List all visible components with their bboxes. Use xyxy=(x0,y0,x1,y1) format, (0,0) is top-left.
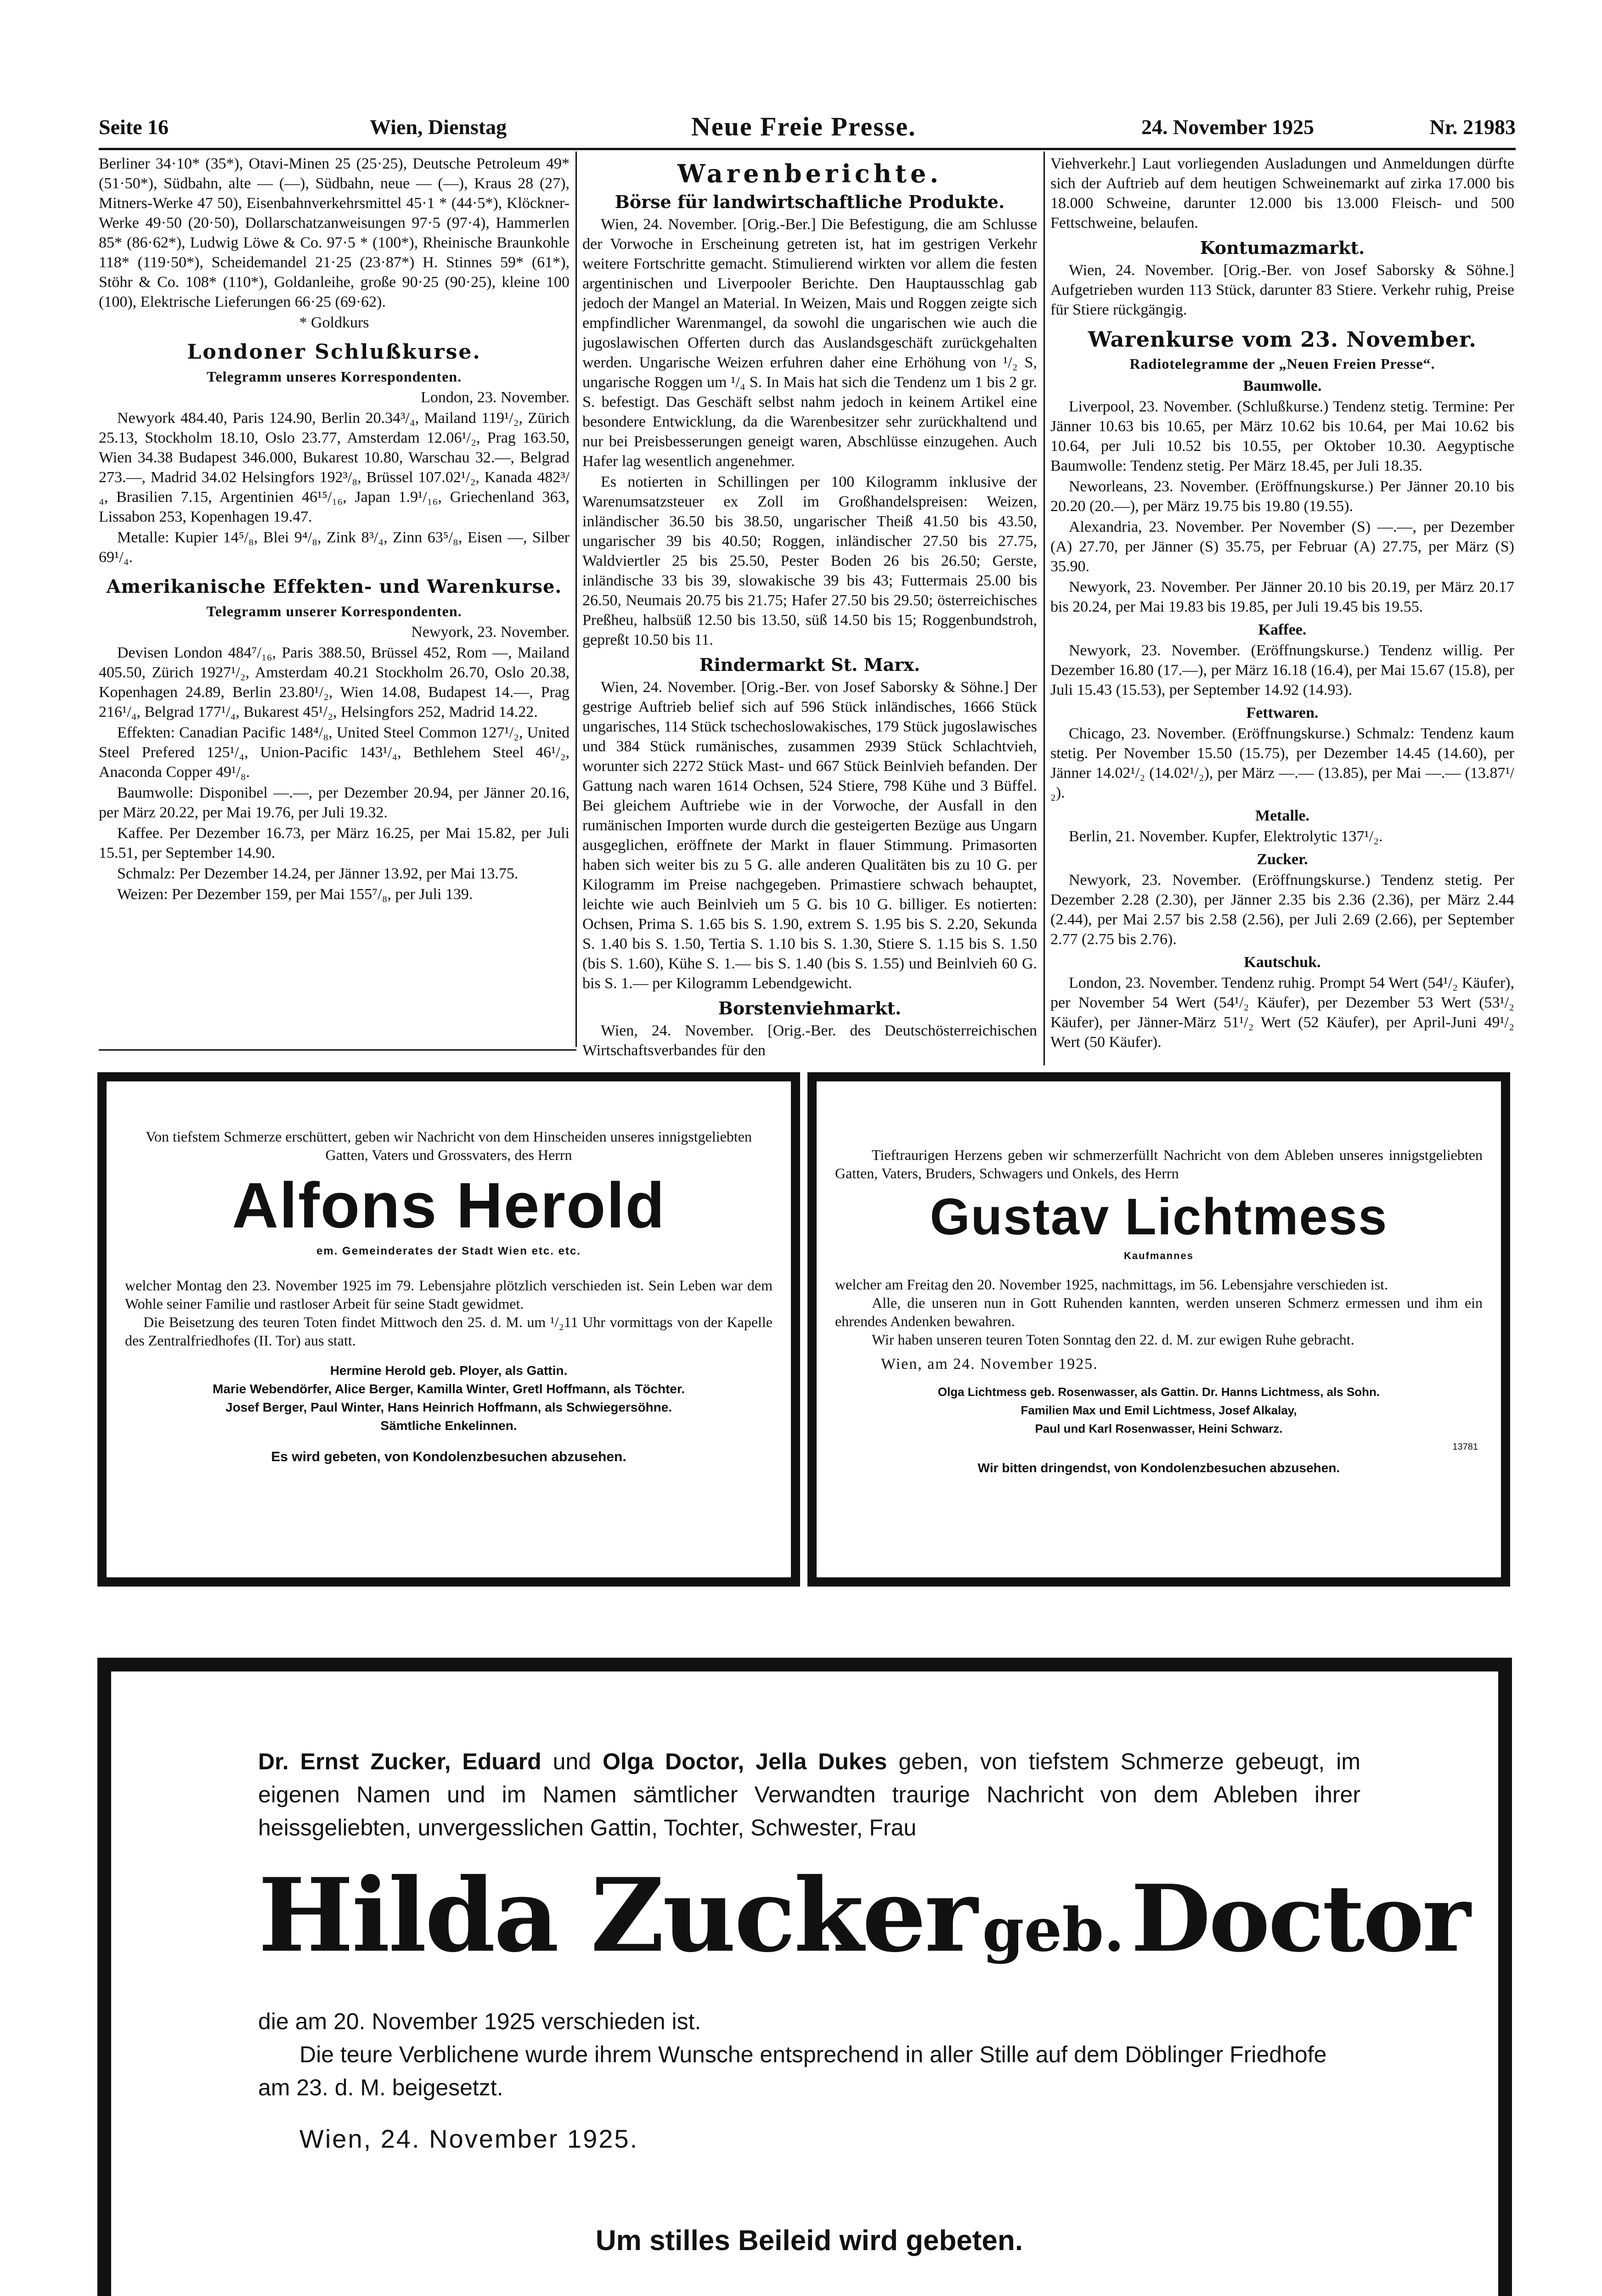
column-finance xyxy=(99,154,570,1047)
obituary-herold-sig4: Sämtliche Enkelinnen. xyxy=(380,1418,517,1433)
obituary-lichtmess-sig2: Familien Max und Emil Lichtmess, Josef Alkalay, xyxy=(1021,1403,1297,1417)
london-subheading: Telegramm unseres Korrespondenten. xyxy=(206,368,462,385)
rindermarkt-report: Wien, 24. November. [Orig.-Ber. von Josef Saborsky & Söhne.] Der gestrige Auftrieb belief sich auf 596 Stück inländisches, 1666 Stück ungarisches, 114 Stück tschechoslowakisches, 179 Stück jugoslawisches und 384 Stück rumänisches, zusammen 2939 Stück Schlachtvieh, worunter sich 2272 Stück Mast- und 667 Stück Beinlvieh befanden. Der Gattung nach waren 1614 Ochsen, 524 Stiere, 798 Kühe und 3 Büffel. Bei gleichem Auftriebe wie in der Vorwoche, der Ausfall in den rumänischen Importen wurde durch die gesteigerten Bezüge aus Ungarn ausgeglichen, eröffnete der Markt in flauer Stimmung. Primasorten haben sich weiter bis zu 5 G. alle anderen Qualitäten bis zu 10 G. per Kilogramm im Preise nachgegeben. Primastiere schwach behauptet, leichte wie auch Beinlvieh um 5 G. bis 10 G. billiger. Es notierten: Ochsen, Prima S. 1.65 bis S. 1.90, extrem S. 1.95 bis S. 2.20, Sekunda S. 1.40 bis S. 1.50, Tertia S. 1.10 bis S. 1.30, Stiere S. 1.15 bis S. 1.50 (bis S. 1.60), Kühe S. 1.— bis S. 1.40 (bis S. 1.55) und Beinlvieh 60 G. bis S. 1.— per Kilogramm Lebendgewicht. xyxy=(582,679,1037,992)
obituary-lichtmess-title: Kaufmannes xyxy=(1123,1250,1194,1261)
obituary-zucker-geb: geb. xyxy=(982,1895,1125,1965)
obituary-lichtmess-name: Gustav Lichtmess xyxy=(930,1188,1388,1245)
neworleans-quotes: Neworleans, 23. November. (Eröffnungskurse.) Per Jänner 20.10 bis 20.20 (20.—), per März 19.75 bis 19.80 (19.55). xyxy=(1050,478,1514,515)
obituary-zucker-intro-rest: geben, von tiefstem Schmerze gebeugt, im eigenen Namen und im Namen sämtlicher Verwandten traurige Nachricht von dem Ableben ihrer heissgeliebten, unvergesslichen Gattin, Tochter, Schwester, Frau xyxy=(258,1749,1360,1840)
page-header xyxy=(99,112,1516,147)
obituary-zucker-und: und xyxy=(553,1749,591,1774)
newyork-dateline: Newyork, 23. November. xyxy=(411,624,570,641)
alexandria-quotes: Alexandria, 23. November. Per November (S) —.—, per Dezember (A) 27.70, per Jänner (S) 35.75, per Februar (A) 27.75, per März (S) 35.90. xyxy=(1050,518,1514,575)
obituary-herold-name: Alfons Herold xyxy=(232,1169,666,1241)
obituary-lichtmess-sig3: Paul und Karl Rosenwasser, Heini Schwarz. xyxy=(1035,1422,1283,1435)
viehverkehr-report: Viehverkehr.] Laut vorliegenden Ausladungen und Anmeldungen dürfte sich der Auftrieb auf dem heutigen Schweinemarkt auf zirka 17.000 bis 18.000 Schweine, darunter 12.000 bis 13.000 Fleisch- und 500 Fettschweine, belaufen. xyxy=(1050,155,1514,231)
page-number: Seite 16 xyxy=(99,115,169,139)
london-dateline: London, 23. November. xyxy=(421,389,570,406)
obituary-lichtmess-note: Wir bitten dringendst, von Kondolenzbesuchen abzusehen. xyxy=(977,1461,1340,1475)
obituary-herold-text2: Die Beisetzung des teuren Toten findet Mittwoch den 25. d. M. um ¹/₂11 Uhr vormittags von der Kapelle des Zentralfriedhofes (II. Tor) aus statt. xyxy=(125,1314,773,1349)
warenberichte-heading: Warenberichte. xyxy=(677,159,942,188)
newyork-kaffee: Kaffee. Per Dezember 16.73, per März 16.25, per Mai 15.82, per Juli 15.51, per September 14.90. xyxy=(99,825,570,861)
obituary-herold-sig1: Hermine Herold geb. Ployer, als Gattin. xyxy=(330,1363,568,1378)
obituary-herold-title: em. Gemeinderates der Stadt Wien etc. etc. xyxy=(316,1245,581,1257)
header-rule xyxy=(99,148,1516,150)
column-divider-1 xyxy=(575,152,577,1047)
london-heading: Londoner Schlußkurse. xyxy=(187,340,481,364)
obituary-herold-intro: Von tiefstem Schmerze erschüttert, geben wir Nachricht von dem Hinscheiden unseres innigstgeliebten Gatten, Vaters und Grossvaters, des Herrn xyxy=(146,1128,752,1163)
obituary-zucker-text2: Die teure Verblichene wurde ihrem Wunsche entsprechend in aller Stille auf dem Döblinger Friedhofe am 23. d. M. beigesetzt. xyxy=(258,2042,1327,2100)
newyork-baumwolle: Baumwolle: Disponibel —.—, per Dezember 20.94, per Jänner 20.16, per März 20.22, per Mai 19.76, per Juli 19.32. xyxy=(99,784,570,821)
obituary-lichtmess-sig1: Olga Lichtmess geb. Rosenwasser, als Gattin. Dr. Hanns Lichtmess, als Sohn. xyxy=(937,1385,1380,1399)
baumwolle-heading: Baumwolle. xyxy=(1243,377,1322,394)
obituary-zucker-names-1: Dr. Ernst Zucker, Eduard xyxy=(258,1749,542,1774)
warenkurse-heading: Warenkurse vom 23. November. xyxy=(1088,327,1477,352)
masthead-title: Neue Freie Presse. xyxy=(691,112,916,141)
london-quotes: Newyork 484.40, Paris 124.90, Berlin 20.34³/₄, Mailand 119¹/₂, Zürich 25.13, Stockholm 18.10, Oslo 23.77, Amsterdam 12.06¹/₂, Prag 163.50, Wien 34.38 Budapest 346.000, Bukarest 10.80, Warschau 32.—, Belgrad 273.—, Madrid 34.02 Helsingfors 192³/₈, Brüssel 107.02¹/₂, Kanada 482³/₄, Brasilien 7.15, Argentinien 46¹⁵/₁₆, Japan 1.9¹/₁₆, Griechenland 363, Lissabon 253, Kopenhagen 19.47. xyxy=(99,410,570,525)
london-metals: Metalle: Kupier 14⁵/₈, Blei 9⁴/₈, Zink 8³/₄, Zinn 63⁵/₈, Eisen —, Silber 69¹/₄. xyxy=(99,529,570,566)
fettwaren-heading: Fettwaren. xyxy=(1246,704,1319,721)
newyork-effekten: Effekten: Canadian Pacific 148⁴/₈, United Steel Common 127¹/₂, United Steel Prefered 125¹/₄, Union-Pacific 143¹/₄, Bethlehem Steel 46¹/₂, Anaconda Copper 49¹/₈. xyxy=(99,724,570,781)
obituary-zucker xyxy=(97,1658,1512,2296)
column-divider-2 xyxy=(1044,152,1045,1065)
newyork-devisen: Devisen London 484⁷/₁₆, Paris 388.50, Brüssel 452, Rom —, Mailand 405.50, Zürich 1927¹/₂, Amsterdam 40.21 Stockholm 26.70, Oslo 20.38, Kopenhagen 24.89, Berlin 23.80¹/₂, Wien 14.08, Budapest 14.—, Prag 216¹/₄, Belgrad 177¹/₄, Bukarest 45¹/₂, Helsingfors 252, Madrid 14.22. xyxy=(99,644,570,720)
kautschuk-heading: Kautschuk. xyxy=(1244,954,1321,971)
column-warenkurse xyxy=(1050,154,1514,1065)
obituary-lichtmess xyxy=(807,1072,1510,1587)
kaffee-quotes: Newyork, 23. November. (Eröffnungskurse.) Tendenz willig. Per Dezember 16.80 (17.—), per März 16.18 (16.4), per Mai 15.67 (15.8), per Juli 15.43 (15.53), per September 14.92 (14.93). xyxy=(1050,642,1514,698)
american-subheading: Telegramm unserer Korrespondenten. xyxy=(206,603,462,619)
obituary-lichtmess-text3: Wir haben unseren teuren Toten Sonntag den 22. d. M. zur ewigen Ruhe gebracht. xyxy=(872,1331,1354,1348)
header-place-day: Wien, Dienstag xyxy=(370,115,507,139)
obituary-zucker-name: Hilda Zucker xyxy=(258,1856,976,1975)
obituary-lichtmess-code: 13781 xyxy=(1452,1442,1478,1452)
obituary-zucker-names-2: Olga Doctor, Jella Dukes xyxy=(602,1749,887,1774)
obituary-herold xyxy=(97,1072,800,1587)
obituary-lichtmess-intro: Tieftraurigen Herzens geben wir schmerzerfüllt Nachricht von dem Ableben unseres innigstgeliebten Gatten, Vaters, Bruders, Schwagers und Onkels, des Herrn xyxy=(835,1147,1483,1182)
obituary-herold-sig2: Marie Webendörfer, Alice Berger, Kamilla Winter, Gretl Hoffmann, als Töchter. xyxy=(212,1382,685,1396)
produktenboerse-report: Wien, 24. November. [Orig.-Ber.] Die Befestigung, die am Schlusse der Vorwoche in Erscheinung getreten ist, hat im gestrigen Verkehr weitere Fortschritte gemacht. Stimulierend wirkten vor allem die festen argentinischen und Liverpooler Berichte. Den Hauptausschlag gab jedoch der Mangel an Material. In Weizen, Mais und Roggen zeigte sich empfindlicher Warenmangel, da sowohl die ungarischen wie auch die jugoslawischen Offerten durch das Auslandsgeschäft zurückgehalten werden. Ungarische Weizen erfuhren daher eine Erhöhung von ¹/₂ S, ungarische Roggen um ¹/₄ S. In Mais hat sich die Tendenz um 1 bis 2 gr. S. befestigt. Das Geschäft selbst nahm jedoch in keinem Artikel eine besondere Entwicklung, da die Warenbesitzer sehr zurückhaltend und nur bei Preisbesserungen geneigt waren, Abschlüsse einzugehen. Auch Hafer lag wesentlich angenehmer. xyxy=(582,216,1037,470)
obituary-zucker-intro xyxy=(258,1745,1360,1844)
obituary-herold-body xyxy=(125,1127,773,1466)
column-end-rule xyxy=(99,1049,576,1051)
fettwaren-quotes: Chicago, 23. November. (Eröffnungskurse.) Schmalz: Tendenz kaum stetig. Per November 15.50 (15.75), per Dezember 14.45 (14.60), per Jänner 14.02¹/₂ (14.02¹/₂), per März —.— (13.85), per Mai —.— (13.87¹/₂). xyxy=(1050,725,1514,801)
newyork-schmalz: Schmalz: Per Dezember 14.24, per Jänner 13.92, per Mai 13.75. xyxy=(117,865,519,882)
borstenviehmarkt-heading: Borstenviehmarkt. xyxy=(718,998,902,1019)
kontumazmarkt-heading: Kontumazmarkt. xyxy=(1200,237,1365,258)
obituary-zucker-body xyxy=(258,1745,1469,2257)
obituary-lichtmess-text2: Alle, die unseren nun in Gott Ruhenden kannten, werden unseren Schmerz ermessen und ihm ein ehrendes Andenken bewahren. xyxy=(835,1294,1483,1329)
obituary-zucker-maiden-name: Doctor xyxy=(1131,1865,1469,1973)
metalle-heading: Metalle. xyxy=(1255,807,1309,824)
kontumazmarkt-report: Wien, 24. November. [Orig.-Ber. von Josef Saborsky & Söhne.] Aufgetrieben wurden 113 Stück, darunter 83 Stiere. Verkehr ruhig, Preise für Stiere rückgängig. xyxy=(1050,262,1514,318)
obituary-herold-text1: welcher Montag den 23. November 1925 im 79. Lebensjahre plötzlich verschieden ist. Sein Leben war dem Wohle seiner Familie und rastloser Arbeit für seine Stadt gewidmet. xyxy=(125,1277,773,1312)
zucker-quotes: Newyork, 23. November. (Eröffnungskurse.) Tendenz stetig. Per Dezember 2.28 (2.30), per Jänner 2.35 bis 2.36 (2.36), per März 2.44 (2.44), per Mai 2.57 bis 2.58 (2.56), per Juli 2.69 (2.66), per September 2.77 (2.75 bis 2.76). xyxy=(1050,872,1514,948)
metalle-quotes: Berlin, 21. November. Kupfer, Elektrolytic 137¹/₂. xyxy=(1069,828,1383,845)
obituary-lichtmess-body xyxy=(835,1146,1483,1477)
obituary-zucker-name-line xyxy=(258,1856,1469,2000)
obituary-herold-sig3: Josef Berger, Paul Winter, Hans Heinrich Hoffmann, als Schwiegersöhne. xyxy=(225,1400,672,1414)
header-date: 24. November 1925 xyxy=(1141,115,1314,139)
warenkurse-subheading: Radiotelegramme der „Neuen Freien Presse“. xyxy=(1129,355,1435,372)
kautschuk-quotes: London, 23. November. Tendenz ruhig. Prompt 54 Wert (54¹/₂ Käufer), per November 54 Wert (54¹/₂ Käufer), per Dezember 53 Wert (53¹/₂ Käufer), per Jänner-März 51¹/₂ Wert (52 Käufer), per April-Juni 49¹/₂ Wert (50 Käufer). xyxy=(1050,974,1514,1051)
zucker-heading: Zucker. xyxy=(1257,851,1308,868)
obituary-zucker-place: Wien, 24. November 1925. xyxy=(299,2124,639,2153)
american-heading: Amerikanische Effekten- und Warenkurse. xyxy=(106,576,562,597)
obituary-zucker-text1: die am 20. November 1925 verschieden ist. xyxy=(258,2009,701,2034)
newyork-weizen: Weizen: Per Dezember 159, per Mai 155⁷/₈, per Juli 139. xyxy=(117,886,473,903)
rindermarkt-heading: Rindermarkt St. Marx. xyxy=(699,654,920,675)
obituary-lichtmess-place: Wien, am 24. November 1925. xyxy=(881,1356,1098,1373)
newyork-baumwolle-quotes: Newyork, 23. November. Per Jänner 20.10 bis 20.19, per März 20.17 bis 20.24, per Mai 19.83 bis 19.85, per Juli 19.45 bis 19.55. xyxy=(1050,579,1514,615)
kaffee-heading: Kaffee. xyxy=(1258,621,1307,638)
obituary-lichtmess-text1: welcher am Freitag den 20. November 1925, nachmittags, im 56. Lebensjahre verschieden ist. xyxy=(835,1276,1388,1293)
column-warenberichte xyxy=(582,154,1037,1065)
produktenboerse-prices: Es notierten in Schillingen per 100 Kilogramm inklusive der Warenumsatzsteuer ex Zoll im Großhandelspreisen: Weizen, inländischer 36.50 bis 38.50, ungarischer Theiß 41.50 bis 43.50, ungarischer 39 bis 40.50; Roggen, inländischer 27.50 bis 27.75, Waldviertler 25 bis 25.50, Pester Boden 26 bis 26.50; Gerste, inländische 33 bis 39, slowakische 39 bis 43; Futtermais 25.00 bis 26.50, Neumais 20.75 bis 21.75; Hafer 27.50 bis 29.50; österreichisches Preßheu, halbsüß 12.50 bis 13.50, süß 14.50 bis 15; Roggenbundstroh, gepreßt 10.50 bis 11. xyxy=(582,473,1037,648)
berlin-quotes: Berliner 34·10* (35*), Otavi-Minen 25 (25·25), Deutsche Petroleum 49* (51·50*), Südbahn, alte — (—), Südbahn, neue — (—), Kraus 28 (27), Mitners-Werke 47 50), Eisenbahnverkehrsmittel 45·1 * (44·5*), Klöckner-Werke 49·50 (20·50), Dollarschatzanweisungen 97·5 (97·4), Hammerlen 85* (86·62*), Ludwig Löwe & Co. 97·5 * (100*), Rheinische Braunkohle 118* (119·50*), Scheidemandel 21·25 (23·87*) H. Stinnes 59* (61*), Stöhr & Co. 108* (110*), Goldanleihe, große 90·25 (90·25), kleine 100 (100), Elektrische Lieferungen 66·25 (69·62). xyxy=(99,155,570,310)
produktenboerse-heading: Börse für landwirtschaftliche Produkte. xyxy=(615,191,1005,212)
obituary-zucker-note: Um stilles Beileid wird gebeten. xyxy=(595,2225,1023,2257)
gold-note: * Goldkurs xyxy=(299,314,369,331)
obituary-herold-note: Es wird gebeten, von Kondolenzbesuchen abzusehen. xyxy=(271,1449,626,1464)
liverpool-quotes: Liverpool, 23. November. (Schlußkurse.) Tendenz stetig. Termine: Per Jänner 10.63 bis 10.65, per März 10.62 bis 10.64, per Mai 10.62 bis 10.64, per Juli 10.52 bis 10.55, per Oktober 10.30. Aegyptische Baumwolle: Tendenz stetig. Per März 18.45, per Juli 18.35. xyxy=(1050,398,1514,474)
borstenviehmarkt-report: Wien, 24. November. [Orig.-Ber. des Deutschösterreichischen Wirtschaftsverbandes für den xyxy=(582,1022,1037,1059)
issue-number: Nr. 21983 xyxy=(1429,115,1516,139)
